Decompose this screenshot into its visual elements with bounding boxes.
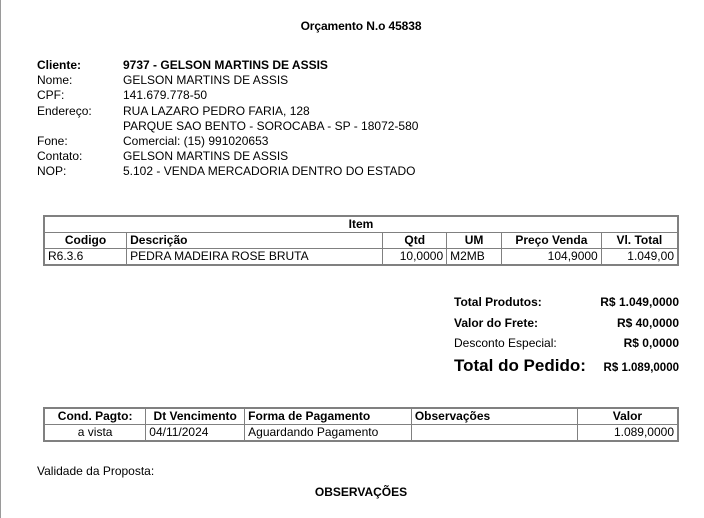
header-vl-total: Vl. Total bbox=[601, 233, 678, 249]
totals-block bbox=[454, 295, 679, 376]
payment-header-row bbox=[44, 408, 678, 425]
contato-label: Contato: bbox=[37, 149, 83, 164]
client-row-fone bbox=[37, 134, 418, 149]
client-row-nome bbox=[37, 73, 418, 88]
table-row bbox=[44, 249, 678, 266]
header-forma-pagamento: Forma de Pagamento bbox=[245, 408, 412, 425]
client-row-cliente bbox=[37, 58, 418, 73]
client-row-endereco-2 bbox=[37, 119, 418, 134]
endereco-label: Endereço: bbox=[37, 103, 92, 118]
header-observacoes: Observações bbox=[411, 408, 577, 425]
valor-frete-label: Valor do Frete: bbox=[454, 316, 539, 330]
total-produtos-value: R$ 1.049,0000 bbox=[600, 295, 679, 309]
desconto-label: Desconto Especial: bbox=[454, 336, 557, 350]
cell-dt-vencimento: 04/11/2024 bbox=[146, 425, 245, 442]
nome-value: GELSON MARTINS DE ASSIS bbox=[123, 73, 289, 88]
cpf-value: 141.679.778-50 bbox=[123, 88, 208, 103]
cell-vl-total: 1.049,00 bbox=[601, 249, 678, 266]
items-caption-row bbox=[44, 216, 678, 233]
header-descricao: Descrição bbox=[127, 233, 383, 249]
client-row-cpf bbox=[37, 88, 418, 103]
cpf-label: CPF: bbox=[37, 88, 65, 103]
client-label: Cliente: bbox=[37, 58, 82, 72]
nome-label: Nome: bbox=[37, 73, 73, 88]
valor-frete-value: R$ 40,0000 bbox=[616, 316, 679, 330]
nop-label: NOP: bbox=[37, 164, 67, 179]
total-pedido-row bbox=[454, 356, 679, 376]
client-row-endereco bbox=[37, 104, 418, 119]
endereco-2-label bbox=[37, 119, 123, 134]
total-produtos-row bbox=[454, 295, 679, 316]
client-row-contato bbox=[37, 149, 418, 164]
total-pedido-value: R$ 1.089,0000 bbox=[603, 362, 679, 374]
header-codigo: Codigo bbox=[44, 233, 127, 249]
client-row-nop bbox=[37, 164, 418, 179]
document-title: Orçamento N.o 45838 bbox=[300, 19, 422, 33]
endereco-2-value: PARQUE SAO BENTO - SOROCABA - SP - 18072-580 bbox=[123, 118, 419, 133]
header-preco-venda: Preço Venda bbox=[501, 233, 601, 249]
fone-label: Fone: bbox=[37, 133, 68, 148]
contato-value: GELSON MARTINS DE ASSIS bbox=[123, 149, 289, 164]
fone-value: Comercial: (15) 991020653 bbox=[123, 133, 269, 148]
client-info-block bbox=[37, 58, 418, 180]
header-dt-vencimento: Dt Vencimento bbox=[146, 408, 245, 425]
header-um: UM bbox=[447, 233, 502, 249]
header-valor: Valor bbox=[577, 408, 678, 425]
table-row bbox=[44, 425, 678, 442]
cell-um: M2MB bbox=[447, 249, 502, 266]
endereco-value: RUA LAZARO PEDRO FARIA, 128 bbox=[123, 103, 310, 118]
nop-value: 5.102 - VENDA MERCADORIA DENTRO DO ESTADO bbox=[123, 164, 416, 179]
total-pedido-label: Total do Pedido: bbox=[454, 356, 586, 375]
header-qtd: Qtd bbox=[383, 233, 447, 249]
client-value: 9737 - GELSON MARTINS DE ASSIS bbox=[123, 58, 328, 72]
observacoes-title: OBSERVAÇÕES bbox=[314, 485, 408, 499]
cell-preco-venda: 104,9000 bbox=[501, 249, 601, 266]
cell-codigo: R6.3.6 bbox=[44, 249, 127, 266]
items-caption: Item bbox=[44, 216, 678, 233]
total-produtos-label: Total Produtos: bbox=[454, 295, 542, 309]
payment-table bbox=[43, 407, 679, 442]
desconto-value: R$ 0,0000 bbox=[623, 336, 679, 350]
page-left-border bbox=[0, 0, 1, 518]
cell-qtd: 10,0000 bbox=[383, 249, 447, 266]
cell-valor: 1.089,0000 bbox=[577, 425, 678, 442]
cell-forma-pagamento: Aguardando Pagamento bbox=[245, 425, 412, 442]
cell-observacoes bbox=[411, 425, 577, 442]
cell-cond-pagto: a vista bbox=[44, 425, 146, 442]
cell-descricao: PEDRA MADEIRA ROSE BRUTA bbox=[127, 249, 383, 266]
items-header-row bbox=[44, 233, 678, 249]
desconto-row bbox=[454, 336, 679, 356]
items-table bbox=[43, 215, 679, 266]
valor-frete-row bbox=[454, 316, 679, 336]
validade-label: Validade da Proposta: bbox=[37, 464, 155, 478]
header-cond-pagto: Cond. Pagto: bbox=[44, 408, 146, 425]
